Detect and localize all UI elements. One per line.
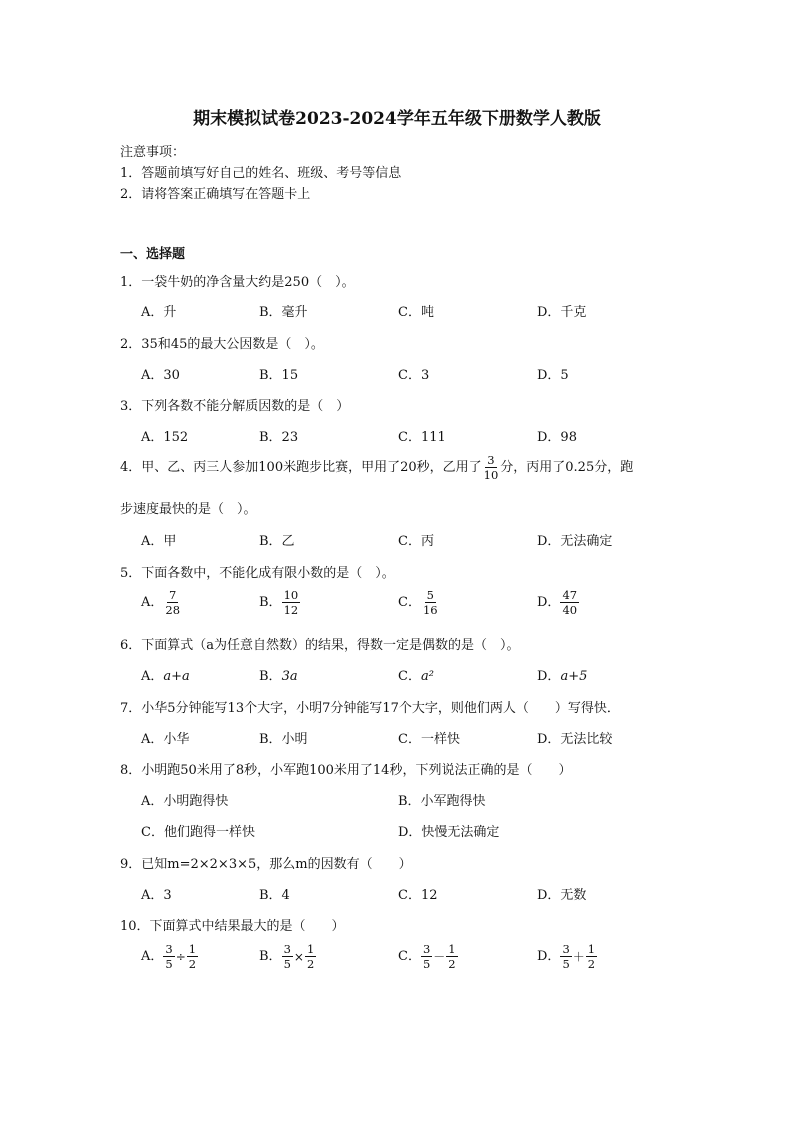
section-heading: 一、选择题 [120, 247, 186, 262]
denominator: 2 [448, 957, 456, 972]
numerator: 3 [562, 942, 570, 956]
denominator: 16 [422, 603, 438, 618]
operator: ÷ [175, 949, 186, 964]
fraction [482, 454, 501, 481]
option-d[interactable] [537, 589, 579, 616]
fraction [282, 943, 293, 970]
option-a[interactable]: A．3 [141, 888, 172, 903]
option-d[interactable] [537, 665, 587, 684]
option-b[interactable]: B．小明 [259, 732, 308, 747]
option-b[interactable]: B．毫升 [259, 305, 308, 320]
fraction [421, 589, 440, 616]
option-b[interactable]: B．乙 [259, 534, 295, 549]
expression: a+5 [560, 669, 588, 684]
option-b[interactable]: B．15 [259, 368, 299, 383]
fraction [560, 589, 579, 616]
numerator: 3 [422, 942, 431, 956]
question-1: 1．一袋牛奶的净含量大约是250（ ）。 [120, 275, 355, 290]
option-d[interactable]: D．无法确定 [537, 534, 613, 549]
option-a[interactable] [141, 665, 190, 684]
option-d[interactable]: D．快慢无法确定 [398, 825, 500, 840]
numerator: 1 [587, 942, 596, 956]
expression: 3a [281, 669, 298, 684]
note-item: 1．答题前填写好自己的姓名、班级、考号等信息 [120, 166, 402, 181]
denominator: 2 [587, 957, 596, 972]
fraction [560, 943, 571, 970]
option-c[interactable]: C．111 [398, 430, 446, 445]
option-a[interactable]: A．甲 [141, 534, 177, 549]
question-4 [120, 454, 633, 481]
question-3: 3．下列各数不能分解质因数的是（ ） [120, 399, 350, 414]
fraction [586, 943, 597, 970]
denominator: 5 [165, 957, 173, 972]
option-a[interactable]: A．30 [141, 368, 180, 383]
option-a[interactable]: A．152 [141, 430, 189, 445]
question-4-continued: 步速度最快的是（ ）。 [120, 502, 257, 517]
question-6: 6．下面算式（a为任意自然数）的结果，得数一定是偶数的是（ ）。 [120, 638, 520, 653]
option-d[interactable]: D．千克 [537, 305, 587, 320]
page-title: 期末模拟试卷2023-2024学年五年级下册数学人教版 [193, 109, 601, 129]
option-d[interactable]: D．98 [537, 430, 577, 445]
note-item: 2．请将答案正确填写在答题卡上 [120, 187, 311, 202]
numerator: 3 [487, 453, 495, 467]
numerator: 3 [165, 942, 173, 956]
expression: a+a [163, 669, 190, 684]
option-label: D． [537, 595, 561, 611]
question-2: 2．35和45的最大公因数是（ ）。 [120, 337, 324, 352]
option-c[interactable]: C．丙 [398, 534, 434, 549]
denominator: 12 [283, 603, 299, 618]
option-label: B． [259, 669, 282, 684]
operator: ＋ [572, 950, 585, 965]
denominator: 5 [562, 957, 570, 972]
option-a[interactable] [141, 589, 182, 616]
fraction [421, 943, 432, 970]
option-c[interactable]: C．他们跑得一样快 [141, 825, 255, 840]
option-b[interactable]: B．小军跑得快 [398, 794, 486, 809]
denominator: 2 [306, 957, 315, 972]
denominator: 5 [422, 957, 431, 972]
option-b[interactable] [259, 589, 300, 616]
numerator: 47 [562, 588, 578, 602]
option-c[interactable] [398, 589, 440, 616]
numerator: 1 [448, 942, 456, 956]
notes-heading: 注意事项： [120, 145, 186, 160]
expression: a² [420, 669, 434, 684]
question-10: 10．下面算式中结果最大的是（ ） [120, 919, 345, 934]
option-c[interactable]: C．吨 [398, 305, 434, 320]
option-label: C． [398, 949, 421, 965]
option-label: A． [141, 949, 164, 965]
option-label: A． [141, 669, 164, 684]
numerator: 10 [283, 588, 299, 602]
option-a[interactable]: A．小明跑得快 [141, 794, 229, 809]
denominator: 2 [188, 957, 197, 972]
option-label: D． [537, 949, 561, 965]
option-label: C． [398, 595, 421, 611]
option-b[interactable] [259, 943, 316, 970]
numerator: 7 [169, 588, 177, 602]
option-label: B． [259, 949, 282, 965]
option-c[interactable] [398, 665, 434, 684]
question-4-text-b: 分，丙用了0.25分，跑 [500, 460, 634, 476]
numerator: 1 [188, 942, 197, 956]
option-d[interactable]: D．5 [537, 368, 569, 383]
denominator: 5 [283, 957, 291, 972]
option-a[interactable]: A．小华 [141, 732, 190, 747]
operator: × [293, 949, 304, 964]
numerator: 1 [306, 942, 315, 956]
question-5: 5．下面各数中，不能化成有限小数的是（ ）。 [120, 566, 395, 581]
option-label: C． [398, 669, 421, 684]
option-a[interactable] [141, 943, 198, 970]
question-9: 9．已知m=2×2×3×5，那么m的因数有（ ） [120, 857, 412, 872]
option-label: A． [141, 595, 164, 611]
option-d[interactable]: D．无数 [537, 888, 587, 903]
option-b[interactable] [259, 665, 298, 684]
option-label: D． [537, 669, 561, 684]
fraction [163, 943, 174, 970]
option-d[interactable] [537, 943, 597, 970]
numerator: 3 [283, 942, 291, 956]
option-label: B． [259, 595, 282, 611]
option-b[interactable]: B．23 [259, 430, 299, 445]
option-c[interactable]: C．3 [398, 368, 430, 383]
numerator: 5 [426, 588, 434, 602]
fraction [282, 589, 301, 616]
option-c[interactable]: C．12 [398, 888, 438, 903]
option-b[interactable]: B．4 [259, 888, 290, 903]
operator: － [433, 950, 446, 965]
option-c[interactable] [398, 943, 458, 970]
denominator: 28 [165, 603, 181, 618]
option-a[interactable]: A．升 [141, 305, 177, 320]
option-d[interactable]: D．无法比较 [537, 732, 613, 747]
question-8: 8．小明跑50米用了8秒，小军跑100米用了14秒，下列说法正确的是（ ） [120, 763, 572, 778]
fraction [446, 943, 457, 970]
fraction [163, 589, 182, 616]
denominator: 40 [562, 603, 578, 618]
fraction [187, 943, 198, 970]
question-7: 7．小华5分钟能写13个大字，小明7分钟能写17个大字，则他们两人（ ）写得快． [120, 701, 620, 716]
question-4-text-a: 4．甲、乙、丙三人参加100米跑步比赛，甲用了20秒，乙用了 [120, 460, 482, 476]
option-c[interactable]: C．一样快 [398, 732, 460, 747]
denominator: 10 [483, 468, 499, 483]
fraction [305, 943, 316, 970]
